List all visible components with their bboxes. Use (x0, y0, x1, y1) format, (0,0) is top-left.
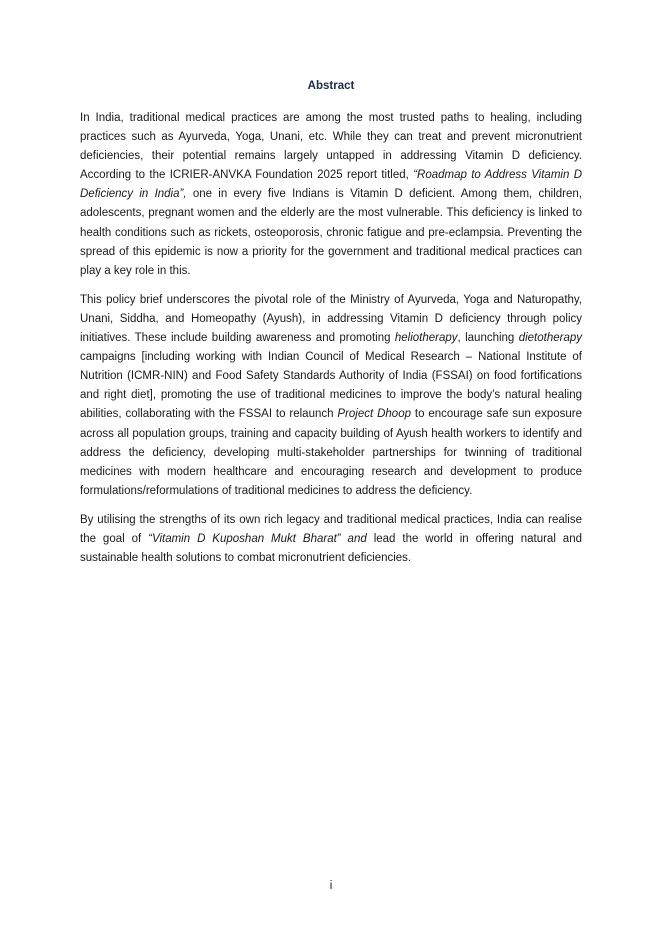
emphasized-text: Project Dhoop (337, 408, 411, 421)
text-run: campaigns [including working with Indian Council of Medical Research – National Institute of Nutrition (ICMR-NIN) and Food Safety Standards Authority of India (FSSAI) on food fortifications and right diet], promoting the use of traditional medicines to improve the body’s natural healing abilities, collaborating with the FSSAI to relaunch (80, 351, 582, 421)
abstract-body (80, 109, 582, 578)
text-run: By utilising the strengths of its own rich legacy and traditional medical practices, India can realise the goal of (80, 513, 582, 545)
text-run: one in every five Indians is Vitamin D deficient. Among them, children, adolescents, pregnant women and the elderly are the most vulnerable. This deficiency is linked to health conditions such as rickets, osteoporosis, chronic fatigue and pre-eclampsia. Preventing the spread of this epidemic is now a priority for the government and traditional medical practices can play a key role in this. (80, 188, 582, 277)
emphasized-text: “Roadmap to Address Vitamin D Deficiency in India”, (80, 169, 582, 201)
text-run: lead the world in offering natural and sustainable health solutions to combat micronutrient deficiencies. (80, 532, 582, 565)
abstract-heading: Abstract (307, 80, 355, 92)
text-run: This policy brief underscores the pivotal role of the Ministry of Ayurveda, Yoga and Naturopathy, Unani, Siddha, and Homeopathy (Ayush), in addressing Vitamin D deficiency through policy initiatives. These include building awareness and promoting (80, 293, 582, 345)
page-number: i (329, 880, 333, 892)
abstract-paragraph-2 (80, 291, 582, 501)
abstract-paragraph-1 (80, 109, 582, 281)
text-run: to encourage safe sun exposure across all population groups, training and capacity building of Ayush health workers to identify and address the deficiency, developing multi-stakeholder partnerships for twinning of traditional medicines with modern healthcare and encouraging research and development to produce formulations/reformulations of traditional medicines to address the deficiency. (80, 408, 582, 497)
text-run: , launching (457, 332, 519, 345)
text-run: In India, traditional medical practices are among the most trusted paths to healing, including practices such as Ayurveda, Yoga, Unani, etc. While they can treat and prevent micronutrient deficiencies, their potential remains largely untapped in addressing Vitamin D deficiency. According to the ICRIER-ANVKA Foundation 2025 report titled, (80, 112, 582, 182)
abstract-paragraph-3 (80, 511, 582, 568)
emphasized-text: dietotherapy (518, 332, 582, 345)
emphasized-text: heliotherapy (394, 332, 458, 345)
emphasized-text: “Vitamin D Kuposhan Mukt Bharat” and (148, 532, 367, 545)
